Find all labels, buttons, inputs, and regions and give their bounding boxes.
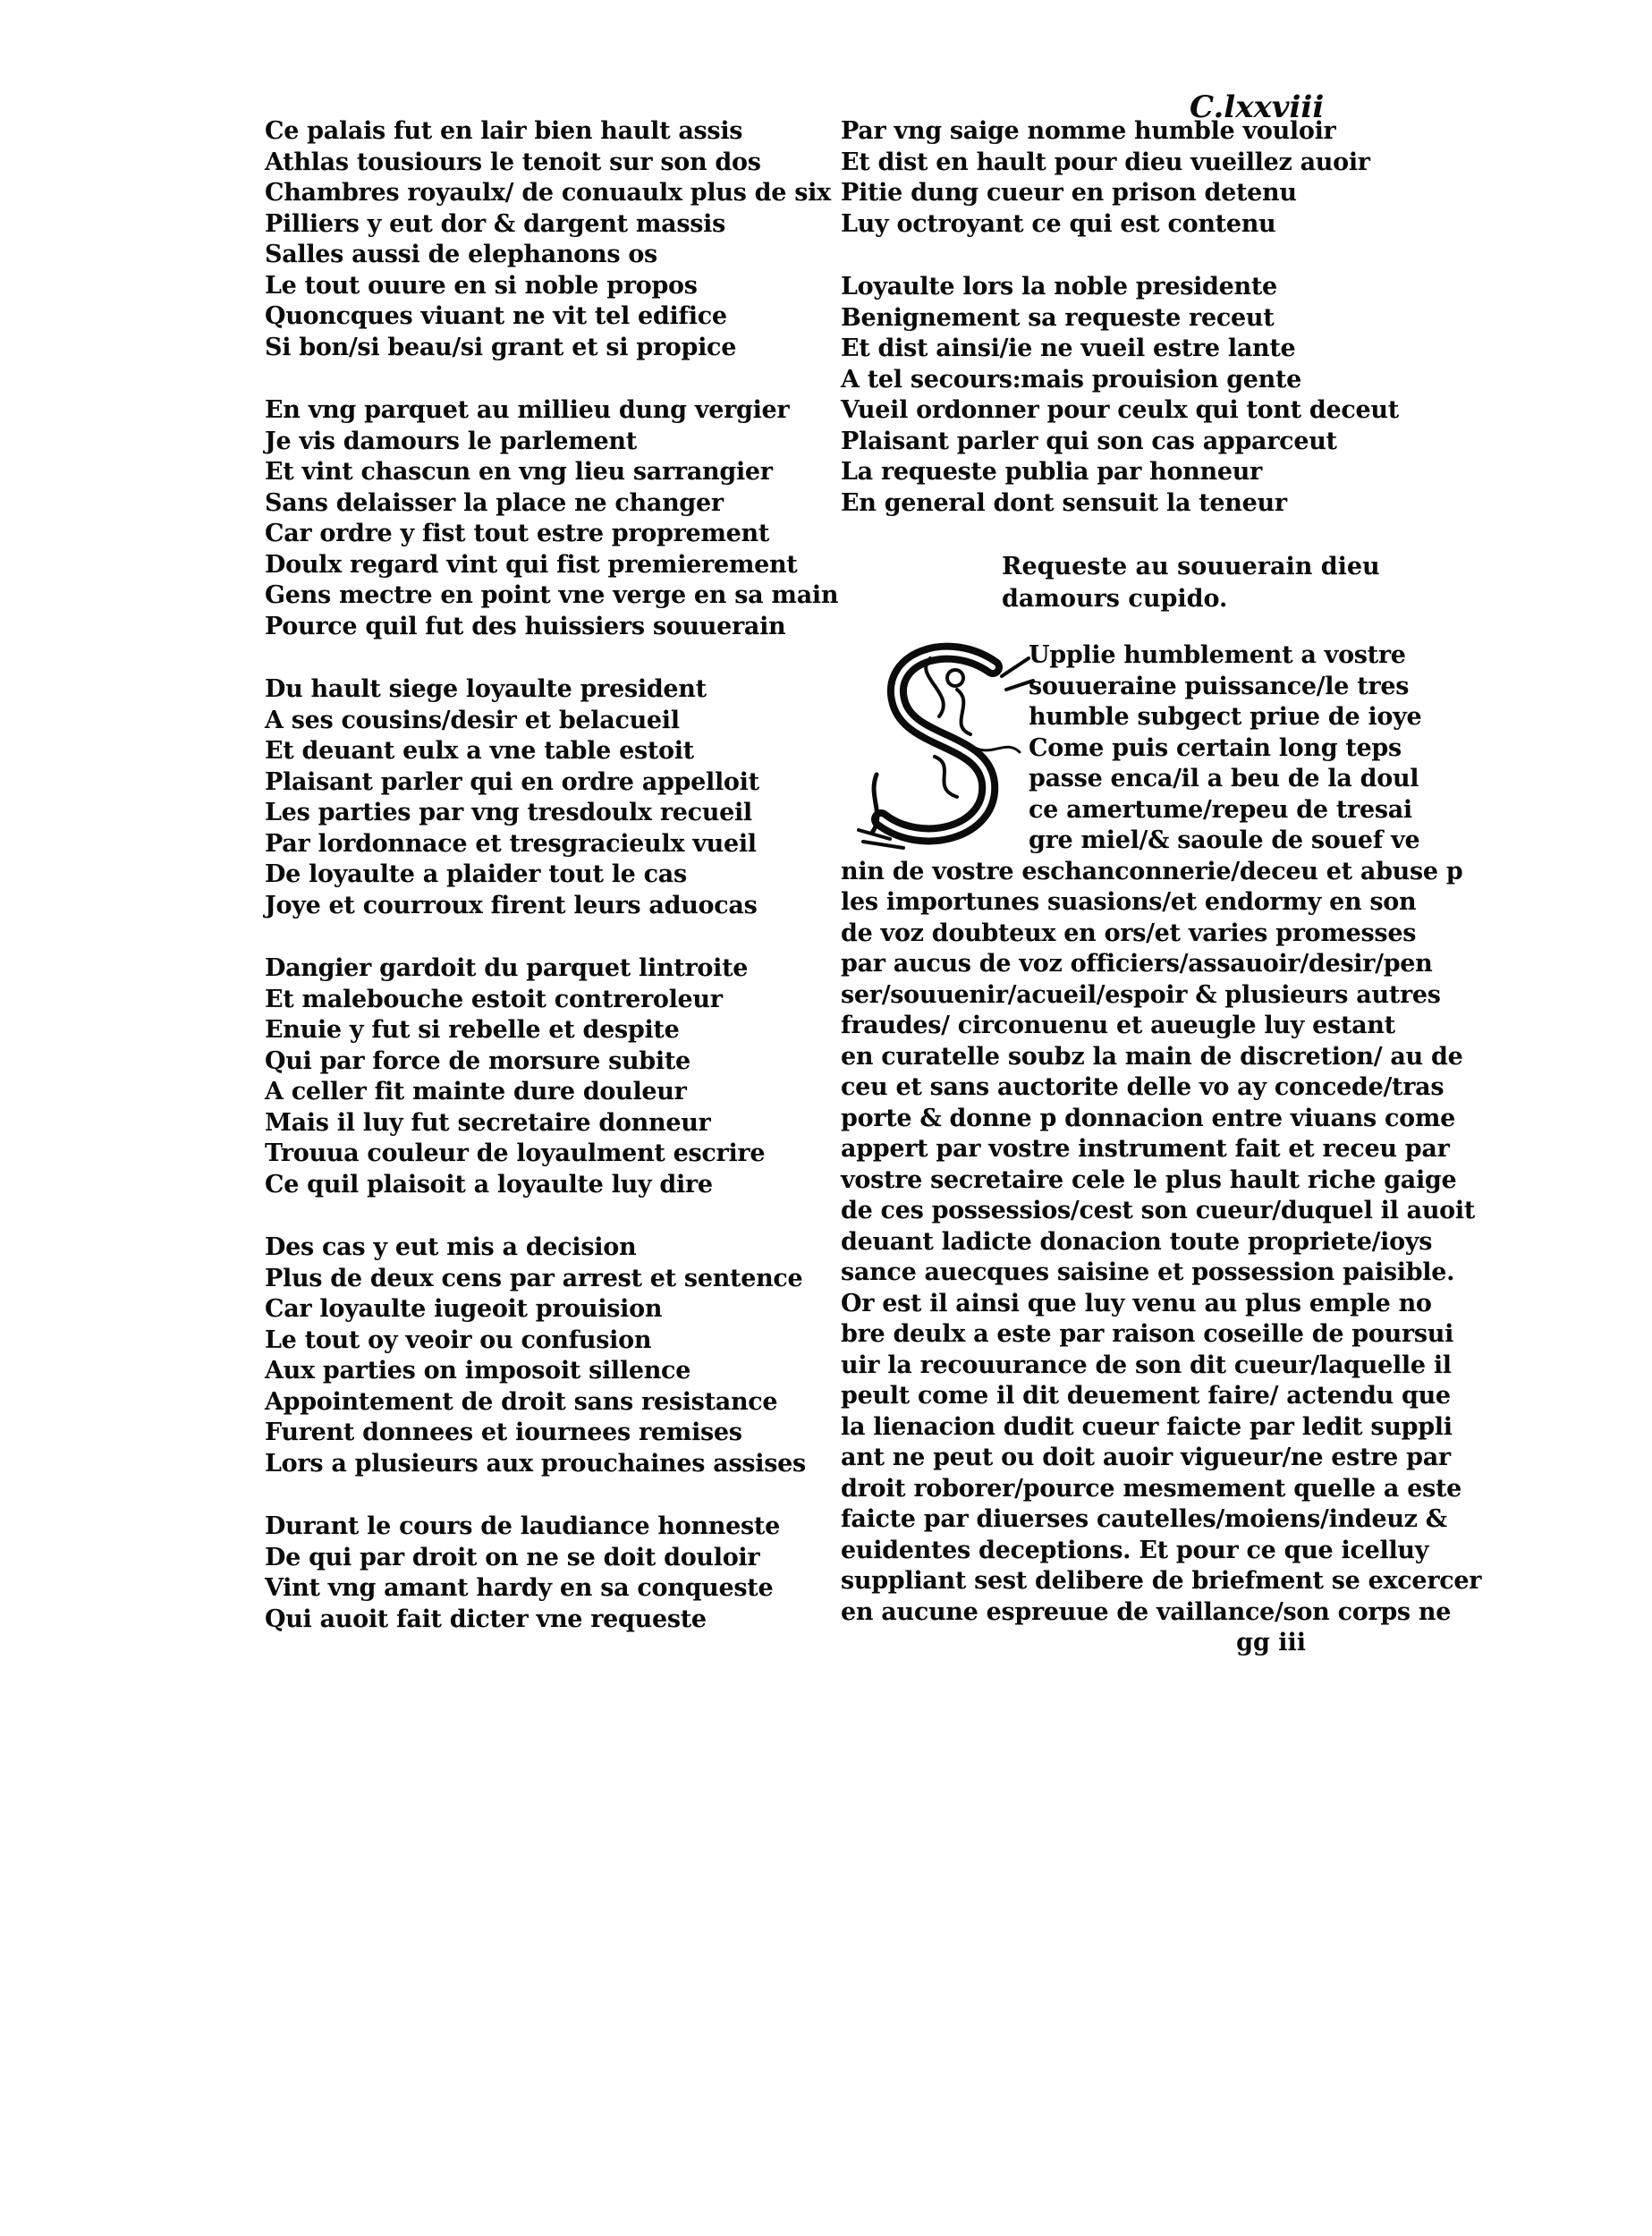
prose-line: vostre secretaire cele le plus hault riche gaige	[841, 1165, 1457, 1194]
prose-line: en curatelle soubz la main de discretion/ au de	[841, 1042, 1463, 1071]
prose-line: fraudes/ circonuenu et aueugle luy estant	[841, 1012, 1395, 1039]
verse-line: Le tout ouure en si noble propos	[265, 271, 698, 300]
prose-line: souueraine puissance/le tres	[1029, 672, 1410, 700]
prose-line: ce amertume/repeu de tresai	[1029, 795, 1412, 824]
verse-line: Trouua couleur de loyaulment escrire	[265, 1139, 766, 1167]
verse-line: Pitie dung cueur en prison detenu	[841, 179, 1297, 207]
verse-line: Enuie y fut si rebelle et despite	[265, 1016, 680, 1044]
prose-line: les importunes suasions/et endormy en son	[841, 888, 1417, 916]
verse-line: Qui par force de morsure subite	[265, 1046, 690, 1075]
prose-line: passe enca/il a beu de la doul	[1029, 765, 1419, 792]
prose-line: Upplie humblement a vostre	[1029, 641, 1406, 669]
verse-line: Ce palais fut en lair bien hault assis	[265, 117, 743, 145]
verse-line: Vueil ordonner pour ceulx qui tont deceut	[841, 396, 1399, 424]
verse-line: Et malebouche estoit contreroleur	[265, 985, 723, 1013]
prose-line: uir la recouurance de son dit cueur/laquelle il	[841, 1351, 1452, 1379]
verse-line: Et dist ainsi/ie ne vueil estre lante	[841, 335, 1296, 362]
verse-line: Aux parties on imposoit sillence	[265, 1357, 691, 1385]
prose-line: en aucune espreuue de vaillance/son corps ne	[841, 1597, 1452, 1626]
verse-line: En general dont sensuit la teneur	[841, 488, 1287, 517]
stanza	[265, 395, 837, 642]
prose-line: euidentes deceptions. Et pour ce que icelluy	[841, 1536, 1429, 1564]
verse-line: Pilliers y eut dor & dargent massis	[265, 209, 725, 238]
verse-line: A tel secours:mais prouision gente	[841, 365, 1302, 394]
verse-line: Pource quil fut des huissiers souuerain	[265, 612, 786, 640]
decorated-initial-icon	[850, 640, 1038, 855]
verse-line: Gens mectre en point vne verge en sa main	[265, 581, 839, 609]
verse-line: Et deuant eulx a vne table estoit	[265, 737, 694, 765]
verse-line: De qui par droit on ne se doit douloir	[265, 1543, 760, 1571]
right-column	[841, 116, 1482, 1658]
verse-line: Sans delaisser la place ne changer	[265, 488, 724, 517]
verse-line: Des cas y eut mis a decision	[265, 1233, 637, 1261]
verse-line: Lors a plusieurs aux prouchaines assises	[265, 1449, 806, 1478]
verse-line: En vng parquet au millieu dung vergier	[265, 396, 790, 424]
prose-line: deuant ladicte donacion toute propriete/ioys	[841, 1227, 1433, 1256]
prose-line: bre deulx a este par raison coseille de poursui	[841, 1320, 1454, 1348]
prose-line: nin de vostre eschanconnerie/deceu et abuse p	[841, 857, 1463, 885]
verse-line: Par vng saige nomme humble vouloir	[841, 117, 1336, 145]
prose-line: ser/souuenir/acueil/espoir & plusieurs autres	[841, 980, 1441, 1009]
verse-line: Loyaulte lors la noble presidente	[841, 273, 1277, 301]
rubric-line: damours cupido.	[1002, 585, 1228, 613]
prose-line: porte & donne p donnacion entre viuans come	[841, 1104, 1456, 1132]
verse-line: Le tout oy veoir ou confusion	[265, 1326, 652, 1354]
verse-line: Plus de deux cens par arrest et sentence	[265, 1264, 803, 1292]
verse-line: Durant le cours de laudiance honneste	[265, 1512, 780, 1540]
prose-line: humble subgect priue de ioye	[1029, 703, 1422, 731]
verse-line: Et dist en hault pour dieu vueillez auoir	[841, 148, 1370, 176]
prose-line: suppliant sest delibere de briefment se excercer	[841, 1567, 1482, 1595]
verse-line: Vint vng amant hardy en sa conqueste	[265, 1574, 774, 1602]
verse-line: Si bon/si beau/si grant et si propice	[265, 333, 737, 361]
verse-line: Appointement de droit sans resistance	[265, 1387, 778, 1416]
verse-line: Je vis damours le parlement	[265, 427, 637, 455]
stanza	[841, 272, 1399, 519]
verse-line: Plaisant parler qui son cas apparceut	[841, 427, 1337, 455]
verse-line: La requeste publia par honneur	[841, 458, 1262, 486]
verse-line: Mais il luy fut secretaire donneur	[265, 1108, 711, 1137]
verse-line: Benignement sa requeste receut	[841, 303, 1275, 332]
prose-line: sance auecques saisine et possession paisible.	[841, 1258, 1455, 1286]
prose-line: Come puis certain long teps	[1029, 733, 1402, 762]
verse-line: Doulx regard vint qui fist premierement	[265, 550, 798, 579]
prose-line: droit roborer/pource mesmement quelle a este	[841, 1474, 1462, 1503]
prose-line: Or est il ainsi que luy venu au plus emple no	[841, 1289, 1432, 1317]
verse-line: Plaisant parler qui en ordre appelloit	[265, 767, 759, 796]
prose-line: par aucus de voz officiers/assauoir/desir/pen	[841, 950, 1433, 978]
prose-line: gre miel/& saoule de souef ve	[1029, 826, 1420, 854]
verse-line: Furent donnees et iournees remises	[265, 1419, 742, 1446]
stanza	[265, 1232, 837, 1479]
stanza	[841, 116, 1377, 240]
stanza	[265, 116, 837, 363]
verse-line: Dangier gardoit du parquet lintroite	[265, 954, 749, 982]
verse-line: De loyaulte a plaider tout le cas	[265, 860, 687, 888]
verse-line: Qui auoit fait dicter vne requeste	[265, 1605, 707, 1633]
verse-line: Par lordonnace et tresgracieulx vueil	[265, 829, 757, 858]
verse-line: Car ordre y fist tout estre proprement	[265, 520, 770, 547]
folio-number: C.lxxviii	[1190, 89, 1325, 125]
verse-line: Les parties par vng tresdoulx recueil	[265, 799, 752, 826]
stanza	[265, 674, 837, 921]
prose-line: peult come il dit deuement faire/ actendu que	[841, 1382, 1451, 1410]
verse-line: Car loyaulte iugeoit prouision	[265, 1295, 663, 1323]
verse-line: Chambres royaulx/ de conuaulx plus de six	[265, 179, 831, 207]
prose-line: faicte par diuerses cautelles/moiens/indeuz &	[841, 1505, 1447, 1533]
section-rubric	[1002, 551, 1380, 615]
verse-line: A celler fit mainte dure douleur	[265, 1078, 687, 1105]
stanza	[265, 953, 837, 1200]
initial-s-icon	[850, 640, 1038, 855]
rubric-line: Requeste au souuerain dieu	[1002, 553, 1380, 580]
prose-line: de ces possessios/cest son cueur/duquel il auoit	[841, 1197, 1475, 1224]
stanza	[265, 1512, 837, 1635]
verse-line: Du hault siege loyaulte president	[265, 675, 707, 703]
verse-line: Quoncques viuant ne vit tel edifice	[265, 302, 727, 330]
prose-line: de voz doubteux en ors/et varies promesses	[841, 919, 1417, 947]
verse-line: Luy octroyant ce qui est contenu	[841, 209, 1276, 238]
verse-line: Et vint chascun en vng lieu sarrangier	[265, 458, 773, 486]
prose-block	[841, 640, 1482, 1628]
prose-line: appert par vostre instrument fait et receu par	[841, 1135, 1450, 1163]
prose-line: ant ne peut ou doit auoir vigueur/ne estre par	[841, 1444, 1451, 1471]
prose-line: la lienacion dudit cueur faicte par ledit suppli	[841, 1412, 1453, 1441]
verse-line: Athlas tousiours le tenoit sur son dos	[265, 148, 761, 176]
verse-line: Ce quil plaisoit a loyaulte luy dire	[265, 1170, 713, 1198]
verse-line: Joye et courroux firent leurs aduocas	[265, 891, 758, 919]
left-column	[265, 116, 837, 1667]
verse-line: Salles aussi de elephanons os	[265, 241, 657, 268]
signature-mark: gg iii	[1236, 1629, 1306, 1656]
prose-line: ceu et sans auctorite delle vo ay concede/tras	[841, 1073, 1444, 1101]
verse-line: A ses cousins/desir et belacueil	[265, 706, 680, 734]
